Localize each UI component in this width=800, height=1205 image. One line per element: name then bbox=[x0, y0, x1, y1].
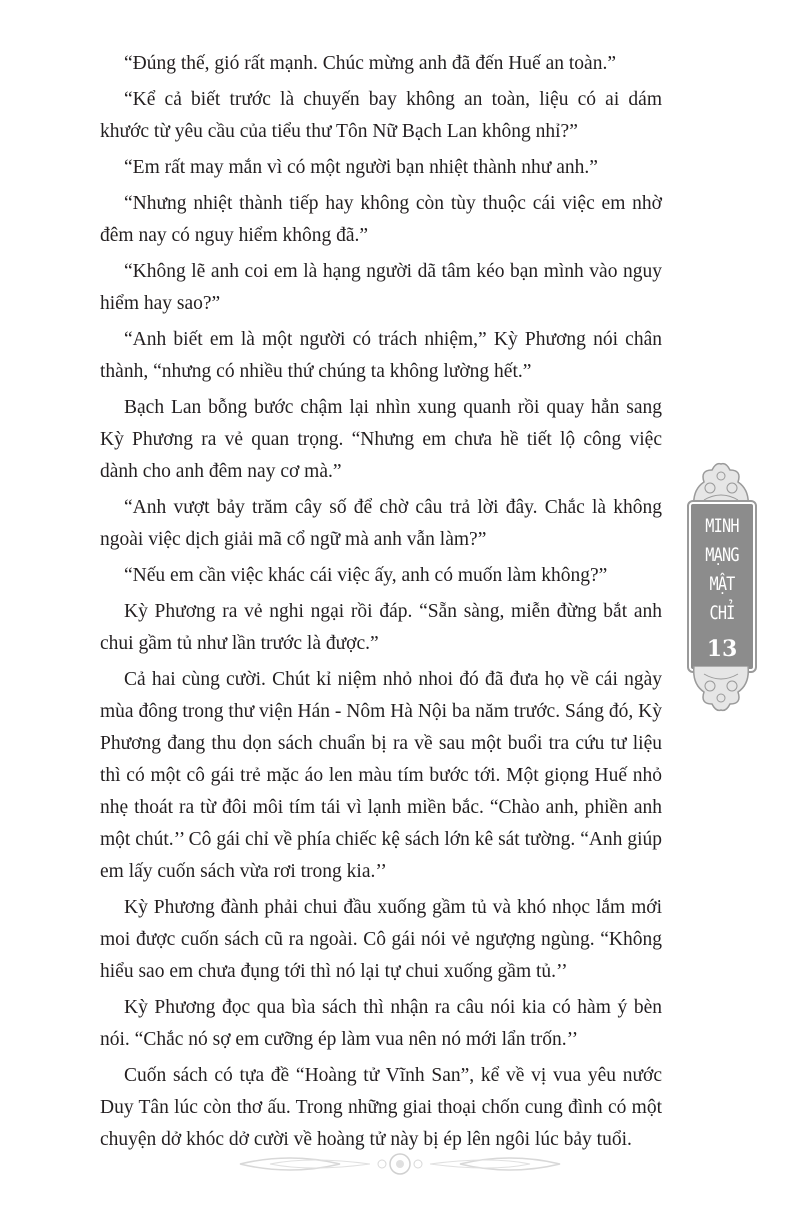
text-line: thì có một cô gái trẻ mặc áo len màu tím bước tới. Một giọng Huế nhỏ bbox=[100, 765, 662, 786]
book-title-line: CHỈ bbox=[709, 602, 735, 624]
text-line: em lấy cuốn sách vừa rơi trong kia.’’ bbox=[100, 861, 387, 882]
paragraph bbox=[100, 664, 662, 888]
text-line: một chút.’’ Cô gái chỉ về phía chiếc kệ sách lớn kê sát tường. “Anh giúp bbox=[100, 829, 662, 850]
footer-ornament-icon bbox=[230, 1150, 570, 1178]
chapter-number: 13 bbox=[706, 636, 738, 662]
book-title-line: MẠNG bbox=[705, 544, 739, 566]
paragraph bbox=[100, 892, 662, 988]
text-line: thành, “nhưng có nhiều thứ chúng ta không lường hết.” bbox=[100, 361, 532, 382]
paragraph bbox=[100, 152, 662, 184]
text-line: dành cho anh đêm nay cơ mà.” bbox=[100, 461, 342, 482]
text-line: Cả hai cùng cười. Chút kỉ niệm nhỏ nhoi đó đã đưa họ về cái ngày bbox=[124, 669, 662, 690]
paragraph bbox=[100, 324, 662, 388]
paragraph bbox=[100, 560, 662, 592]
text-line: mùa đông trong thư viện Hán - Nôm Hà Nội ba năm trước. Sáng đó, Kỳ bbox=[100, 701, 662, 722]
text-line: “Đúng thế, gió rất mạnh. Chúc mừng anh đã đến Huế an toàn.” bbox=[124, 53, 616, 74]
body-text bbox=[100, 48, 662, 1160]
text-line: khước từ yêu cầu của tiểu thư Tôn Nữ Bạch Lan không nhỉ?” bbox=[100, 121, 578, 142]
text-line: nói. “Chắc nó sợ em cưỡng ép làm vua nên nó mới lẩn trốn.’’ bbox=[100, 1029, 579, 1050]
text-line: “Kể cả biết trước là chuyến bay không an toàn, liệu có ai dám bbox=[124, 89, 662, 110]
chapter-plate bbox=[689, 502, 755, 671]
text-line: Kỳ Phương ra vẻ nghi ngại rồi đáp. “Sẵn sàng, miễn đừng bắt anh bbox=[124, 601, 662, 622]
book-title-line: MẬT bbox=[709, 573, 735, 595]
book-title-line: MINH bbox=[705, 515, 739, 537]
text-line: đêm nay có nguy hiểm không đã.” bbox=[100, 225, 369, 246]
book-title bbox=[697, 512, 747, 628]
text-line: Bạch Lan bỗng bước chậm lại nhìn xung quanh rồi quay hẳn sang bbox=[124, 397, 662, 418]
text-line: moi được cuốn sách cũ ra ngoài. Cô gái nói vẻ ngượng ngùng. “Không bbox=[100, 929, 662, 950]
paragraph bbox=[100, 188, 662, 252]
text-line: “Nhưng nhiệt thành tiếp hay không còn tùy thuộc cái việc em nhờ bbox=[124, 193, 662, 214]
paragraph bbox=[100, 492, 662, 556]
text-line: chuyện dở khóc dở cười về hoàng tử này bị ép lên ngôi lúc bảy tuổi. bbox=[100, 1129, 632, 1150]
paragraph bbox=[100, 256, 662, 320]
text-line: “Anh vượt bảy trăm cây số để chờ câu trả lời đây. Chắc là không bbox=[124, 497, 662, 518]
text-line: Phương đang thu dọn sách chuẩn bị ra về sau một buổi tra cứu tư liệu bbox=[100, 733, 662, 754]
text-line: “Anh biết em là một người có trách nhiệm,” Kỳ Phương nói chân bbox=[124, 329, 662, 350]
chapter-tab bbox=[680, 462, 762, 712]
paragraph bbox=[100, 596, 662, 660]
text-line: chui gầm tủ như lần trước là được.” bbox=[100, 633, 379, 654]
paragraph bbox=[100, 392, 662, 488]
text-line: Kỳ Phương đành phải chui đầu xuống gầm tủ và khó nhọc lắm mới bbox=[124, 897, 662, 918]
paragraph bbox=[100, 84, 662, 148]
text-line: Kỳ Phương ra vẻ quan trọng. “Nhưng em chưa hề tiết lộ công việc bbox=[100, 429, 662, 450]
text-line: Cuốn sách có tựa đề “Hoàng tử Vĩnh San”, kể về vị vua yêu nước bbox=[124, 1065, 662, 1086]
text-line: ngoài việc dịch giải mã cổ ngữ mà anh vẫn làm?” bbox=[100, 529, 487, 550]
paragraph bbox=[100, 1060, 662, 1156]
text-line: hiểu sao em chưa đụng tới thì nó lại tự chui xuống gầm tủ.’’ bbox=[100, 961, 568, 982]
text-line: nhẹ thoát ra từ đôi môi tím tái vì lạnh miền bắc. “Chào anh, phiền anh bbox=[100, 797, 662, 818]
ornament-bottom-icon bbox=[690, 666, 752, 712]
paragraph bbox=[100, 48, 662, 80]
paragraph bbox=[100, 992, 662, 1056]
text-line: hiểm hay sao?” bbox=[100, 293, 221, 314]
text-line: Kỳ Phương đọc qua bìa sách thì nhận ra câu nói kia có hàm ý bèn bbox=[124, 997, 662, 1018]
text-line: “Nếu em cần việc khác cái việc ấy, anh có muốn làm không?” bbox=[124, 565, 608, 586]
text-line: “Không lẽ anh coi em là hạng người dã tâm kéo bạn mình vào nguy bbox=[124, 261, 662, 282]
text-line: Duy Tân lúc còn thơ ấu. Trong những giai thoại chốn cung đình có một bbox=[100, 1097, 662, 1118]
text-line: “Em rất may mắn vì có một người bạn nhiệt thành như anh.” bbox=[124, 157, 598, 178]
